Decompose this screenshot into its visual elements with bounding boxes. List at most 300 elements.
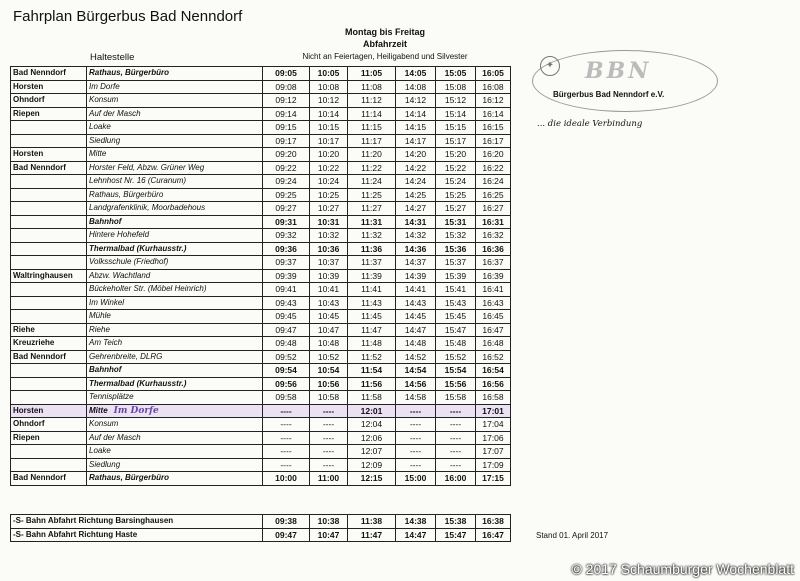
stop-cell	[87, 458, 263, 472]
time-cell: 09:56	[263, 377, 310, 391]
time-cell: 09:08	[263, 80, 310, 94]
table-row	[11, 80, 511, 94]
stop-name: Am Teich	[89, 338, 123, 348]
stop-name: Bahnhof	[89, 216, 122, 226]
time-cell: 16:24	[476, 175, 511, 189]
time-cell: 09:25	[263, 188, 310, 202]
time-cell: 10:25	[310, 188, 348, 202]
time-cell: 09:15	[263, 121, 310, 135]
place-cell: Bad Nenndorf	[11, 161, 87, 175]
time-cell: 11:52	[348, 350, 396, 364]
time-cell: 14:15	[396, 121, 436, 135]
stop-cell	[87, 350, 263, 364]
place-cell: Waltringhausen	[11, 269, 87, 283]
time-cell: 09:22	[263, 161, 310, 175]
time-cell: 11:15	[348, 121, 396, 135]
time-cell: 15:43	[436, 296, 476, 310]
stop-cell	[87, 391, 263, 405]
time-cell: 14:25	[396, 188, 436, 202]
place-cell	[11, 391, 87, 405]
stop-cell	[87, 337, 263, 351]
time-cell: 10:43	[310, 296, 348, 310]
time-cell: 11:47	[348, 528, 396, 542]
time-cell: ----	[436, 445, 476, 459]
stop-cell	[87, 242, 263, 256]
time-cell: 12:04	[348, 418, 396, 432]
stop-cell	[87, 377, 263, 391]
place-cell	[11, 256, 87, 270]
stop-name: Rathaus, Bürgerbüro	[89, 189, 164, 199]
time-cell: 15:00	[396, 472, 436, 486]
time-cell: 17:15	[476, 472, 511, 486]
time-cell: 10:54	[310, 364, 348, 378]
time-cell: 15:56	[436, 377, 476, 391]
stop-cell	[87, 445, 263, 459]
time-cell: 14:56	[396, 377, 436, 391]
table-row	[11, 323, 511, 337]
time-cell: 15:47	[436, 323, 476, 337]
table-row	[11, 377, 511, 391]
sbahn-row	[11, 515, 511, 529]
stop-cell	[87, 121, 263, 135]
time-cell: 15:25	[436, 188, 476, 202]
time-cell: 16:56	[476, 377, 511, 391]
table-row	[11, 229, 511, 243]
stop-cell	[87, 323, 263, 337]
stop-name: Horster Feld, Abzw. Grüner Weg	[89, 162, 205, 172]
table-row	[11, 94, 511, 108]
table-row	[11, 391, 511, 405]
place-cell: Bad Nenndorf	[11, 472, 87, 486]
time-cell: 15:32	[436, 229, 476, 243]
place-cell: Riepen	[11, 431, 87, 445]
time-cell: 14:05	[396, 67, 436, 81]
stop-name: Hintere Hohefeld	[89, 230, 150, 240]
time-cell: 11:31	[348, 215, 396, 229]
time-cell: 10:47	[310, 323, 348, 337]
time-cell: 10:24	[310, 175, 348, 189]
stop-cell	[87, 175, 263, 189]
stop-name: Auf der Masch	[89, 108, 141, 118]
time-cell: 14:41	[396, 283, 436, 297]
time-cell: 16:52	[476, 350, 511, 364]
time-cell: 11:48	[348, 337, 396, 351]
stop-cell	[87, 107, 263, 121]
time-cell: 15:54	[436, 364, 476, 378]
days-heading: Montag bis Freitag	[344, 27, 425, 37]
time-cell: 15:38	[436, 515, 476, 529]
stop-name: Gehrenbreite, DLRG	[89, 351, 163, 361]
stop-cell	[87, 404, 263, 418]
stop-cell	[87, 364, 263, 378]
sbahn-table	[10, 514, 511, 542]
time-cell: 10:14	[310, 107, 348, 121]
time-cell: 11:32	[348, 229, 396, 243]
time-cell: 14:12	[396, 94, 436, 108]
time-cell: 16:31	[476, 215, 511, 229]
time-cell: 17:06	[476, 431, 511, 445]
time-cell: 10:32	[310, 229, 348, 243]
time-cell: 09:36	[263, 242, 310, 256]
logo-association-name: Bürgerbus Bad Nenndorf e.V.	[553, 90, 665, 99]
time-cell: 10:37	[310, 256, 348, 270]
time-cell: 15:05	[436, 67, 476, 81]
time-cell: 12:09	[348, 458, 396, 472]
time-cell: 11:20	[348, 148, 396, 162]
time-cell: 14:31	[396, 215, 436, 229]
place-cell	[11, 134, 87, 148]
time-cell: 14:08	[396, 80, 436, 94]
time-cell: 10:27	[310, 202, 348, 216]
place-cell: Ohndorf	[11, 94, 87, 108]
stop-cell	[87, 161, 263, 175]
stop-name: Abzw. Wachtland	[89, 270, 151, 280]
time-cell: 11:39	[348, 269, 396, 283]
time-cell: 15:22	[436, 161, 476, 175]
time-cell: 17:01	[476, 404, 511, 418]
time-cell: 16:47	[476, 323, 511, 337]
time-cell: 17:09	[476, 458, 511, 472]
stop-name: Bahnhof	[89, 365, 122, 375]
time-cell: ----	[436, 404, 476, 418]
place-cell: Riehe	[11, 323, 87, 337]
stop-name: Tennisplätze	[89, 392, 134, 402]
time-cell: 17:04	[476, 418, 511, 432]
time-cell: 11:36	[348, 242, 396, 256]
time-cell: 14:43	[396, 296, 436, 310]
time-cell: 16:37	[476, 256, 511, 270]
stop-cell	[87, 94, 263, 108]
stand-date: Stand 01. April 2017	[536, 531, 609, 540]
departure-heading: Abfahrzeit	[362, 39, 407, 49]
time-cell: 09:41	[263, 283, 310, 297]
time-cell: 14:20	[396, 148, 436, 162]
time-cell: 10:41	[310, 283, 348, 297]
table-row	[11, 215, 511, 229]
time-cell: 09:38	[263, 515, 310, 529]
time-cell: 10:22	[310, 161, 348, 175]
time-cell: 09:27	[263, 202, 310, 216]
handwritten-note: Im Dorfe	[113, 405, 159, 416]
time-cell: 12:01	[348, 404, 396, 418]
time-cell: 16:27	[476, 202, 511, 216]
time-cell: 16:43	[476, 296, 511, 310]
time-cell: 10:08	[310, 80, 348, 94]
stop-name: Rathaus, Bürgerbüro	[89, 68, 170, 78]
time-cell: 14:48	[396, 337, 436, 351]
time-cell: 14:38	[396, 515, 436, 529]
table-row	[11, 296, 511, 310]
logo-text: BBN	[585, 58, 652, 84]
time-cell: 10:31	[310, 215, 348, 229]
place-cell	[11, 310, 87, 324]
time-cell: 16:22	[476, 161, 511, 175]
time-cell: 11:24	[348, 175, 396, 189]
time-cell: 14:58	[396, 391, 436, 405]
time-cell: 10:12	[310, 94, 348, 108]
time-cell: 15:12	[436, 94, 476, 108]
place-cell	[11, 188, 87, 202]
time-cell: 17:07	[476, 445, 511, 459]
table-row	[11, 445, 511, 459]
table-row	[11, 404, 511, 418]
time-cell: 14:52	[396, 350, 436, 364]
time-cell: ----	[310, 404, 348, 418]
time-cell: ----	[263, 458, 310, 472]
time-cell: 14:54	[396, 364, 436, 378]
time-cell: 10:20	[310, 148, 348, 162]
time-cell: 11:25	[348, 188, 396, 202]
time-cell: 12:07	[348, 445, 396, 459]
time-cell: 16:00	[436, 472, 476, 486]
table-row	[11, 337, 511, 351]
table-row	[11, 121, 511, 135]
table-row	[11, 107, 511, 121]
time-cell: 11:47	[348, 323, 396, 337]
stop-cell	[87, 67, 263, 81]
time-cell: 16:15	[476, 121, 511, 135]
table-row	[11, 458, 511, 472]
slogan: ... die ideale Verbindung	[537, 119, 643, 129]
stop-column-heading: Haltestelle	[90, 52, 135, 63]
time-cell: 10:39	[310, 269, 348, 283]
table-row	[11, 202, 511, 216]
time-cell: 10:15	[310, 121, 348, 135]
time-cell: 09:54	[263, 364, 310, 378]
stop-name: Konsum	[89, 419, 119, 429]
time-cell: 09:58	[263, 391, 310, 405]
time-cell: ----	[436, 458, 476, 472]
time-cell: 15:45	[436, 310, 476, 324]
time-cell: 15:39	[436, 269, 476, 283]
time-cell: 14:27	[396, 202, 436, 216]
page-title: Fahrplan Bürgerbus Bad Nenndorf	[13, 8, 243, 25]
time-cell: 10:38	[310, 515, 348, 529]
time-cell: 11:56	[348, 377, 396, 391]
time-cell: 16:14	[476, 107, 511, 121]
time-cell: 09:32	[263, 229, 310, 243]
stop-name: Im Dorfe	[89, 81, 120, 91]
time-cell: 09:47	[263, 528, 310, 542]
stop-cell	[87, 310, 263, 324]
sbahn-label-cell: -S- Bahn Abfahrt Richtung Barsinghausen	[11, 515, 263, 529]
time-cell: 11:08	[348, 80, 396, 94]
timetable	[10, 66, 511, 486]
time-cell: 16:12	[476, 94, 511, 108]
stop-name: Siedlung	[89, 459, 121, 469]
time-cell: 15:41	[436, 283, 476, 297]
stop-cell	[87, 472, 263, 486]
time-cell: 15:52	[436, 350, 476, 364]
time-cell: 14:47	[396, 323, 436, 337]
time-cell: 15:31	[436, 215, 476, 229]
time-cell: 16:36	[476, 242, 511, 256]
time-cell: 16:08	[476, 80, 511, 94]
time-cell: 09:37	[263, 256, 310, 270]
time-cell: ----	[396, 445, 436, 459]
time-cell: 15:47	[436, 528, 476, 542]
table-row	[11, 188, 511, 202]
stop-cell	[87, 229, 263, 243]
stop-name: Landgrafenklinik, Moorbadehous	[89, 203, 206, 213]
time-cell: ----	[436, 418, 476, 432]
stop-cell	[87, 188, 263, 202]
stop-name: Loake	[89, 446, 111, 456]
place-cell: Bad Nenndorf	[11, 350, 87, 364]
stop-name: Rathaus, Bürgerbüro	[89, 473, 170, 483]
time-cell: 14:14	[396, 107, 436, 121]
stop-name: Mühle	[89, 311, 111, 321]
time-cell: 15:58	[436, 391, 476, 405]
time-cell: ----	[310, 418, 348, 432]
place-cell: Riepen	[11, 107, 87, 121]
time-cell: ----	[396, 458, 436, 472]
time-cell: 15:27	[436, 202, 476, 216]
time-cell: 11:27	[348, 202, 396, 216]
place-cell: Horsten	[11, 148, 87, 162]
time-cell: 16:58	[476, 391, 511, 405]
stop-cell	[87, 431, 263, 445]
time-cell: 09:20	[263, 148, 310, 162]
time-cell: 11:43	[348, 296, 396, 310]
time-cell: ----	[436, 431, 476, 445]
stop-cell	[87, 202, 263, 216]
time-cell: 09:48	[263, 337, 310, 351]
time-cell: 11:14	[348, 107, 396, 121]
time-cell: 11:00	[310, 472, 348, 486]
stop-cell	[87, 296, 263, 310]
time-cell: 16:38	[476, 515, 511, 529]
table-row	[11, 175, 511, 189]
stop-name: Riehe	[89, 324, 110, 334]
time-cell: 15:15	[436, 121, 476, 135]
stop-cell	[87, 134, 263, 148]
stop-name: Mitte	[89, 149, 107, 159]
stop-name: Thermalbad (Kurhausstr.)	[89, 378, 187, 388]
time-cell: 10:45	[310, 310, 348, 324]
time-cell: 11:45	[348, 310, 396, 324]
table-row	[11, 134, 511, 148]
time-cell: 16:17	[476, 134, 511, 148]
table-row	[11, 350, 511, 364]
time-cell: 09:43	[263, 296, 310, 310]
place-cell: Bad Nenndorf	[11, 67, 87, 81]
stop-cell	[87, 80, 263, 94]
time-cell: 14:24	[396, 175, 436, 189]
table-row	[11, 418, 511, 432]
time-cell: 15:48	[436, 337, 476, 351]
place-cell	[11, 364, 87, 378]
sbahn-row	[11, 528, 511, 542]
time-cell: 16:20	[476, 148, 511, 162]
stop-name: Lehnhost Nr. 16 (Curanum)	[89, 176, 187, 186]
stop-name: Bückeholter Str. (Möbel Heinrich)	[89, 284, 207, 294]
time-cell: 11:41	[348, 283, 396, 297]
table-row	[11, 283, 511, 297]
time-cell: 14:37	[396, 256, 436, 270]
stop-name: Thermalbad (Kurhausstr.)	[89, 243, 187, 253]
stop-name: Konsum	[89, 95, 119, 105]
time-cell: 11:38	[348, 515, 396, 529]
stop-cell	[87, 269, 263, 283]
time-cell: 09:24	[263, 175, 310, 189]
time-cell: ----	[396, 431, 436, 445]
time-cell: 15:14	[436, 107, 476, 121]
holiday-note: Nicht an Feiertagen, Heiligabend und Silvester	[302, 52, 468, 61]
place-cell: Kreuzriehe	[11, 337, 87, 351]
time-cell: 16:05	[476, 67, 511, 81]
time-cell: 10:52	[310, 350, 348, 364]
stop-name: Siedlung	[89, 135, 121, 145]
time-cell: 11:37	[348, 256, 396, 270]
logo-emblem-icon: ✦	[540, 56, 560, 76]
time-cell: 11:12	[348, 94, 396, 108]
time-cell: 16:48	[476, 337, 511, 351]
place-cell	[11, 445, 87, 459]
time-cell: ----	[263, 404, 310, 418]
stop-name: Mitte	[89, 405, 108, 415]
place-cell	[11, 377, 87, 391]
sbahn-label-cell: -S- Bahn Abfahrt Richtung Haste	[11, 528, 263, 542]
time-cell: 10:00	[263, 472, 310, 486]
time-cell: 15:08	[436, 80, 476, 94]
table-row	[11, 148, 511, 162]
time-cell: 10:56	[310, 377, 348, 391]
time-cell: 15:20	[436, 148, 476, 162]
time-cell: 09:39	[263, 269, 310, 283]
table-row	[11, 256, 511, 270]
time-cell: 09:47	[263, 323, 310, 337]
time-cell: ----	[263, 431, 310, 445]
time-cell: ----	[263, 418, 310, 432]
stop-name: Loake	[89, 122, 111, 132]
time-cell: ----	[396, 404, 436, 418]
place-cell	[11, 121, 87, 135]
time-cell: 10:47	[310, 528, 348, 542]
time-cell: 16:47	[476, 528, 511, 542]
place-cell: Ohndorf	[11, 418, 87, 432]
time-cell: 10:05	[310, 67, 348, 81]
time-cell: 09:45	[263, 310, 310, 324]
time-cell: 11:17	[348, 134, 396, 148]
stop-cell	[87, 418, 263, 432]
place-cell	[11, 175, 87, 189]
table-row	[11, 472, 511, 486]
table-row	[11, 431, 511, 445]
time-cell: 16:32	[476, 229, 511, 243]
time-cell: ----	[310, 431, 348, 445]
time-cell: 16:45	[476, 310, 511, 324]
time-cell: ----	[310, 445, 348, 459]
time-cell: 16:25	[476, 188, 511, 202]
stop-name: Auf der Masch	[89, 432, 141, 442]
time-cell: 16:54	[476, 364, 511, 378]
time-cell: 09:31	[263, 215, 310, 229]
place-cell	[11, 215, 87, 229]
table-row	[11, 364, 511, 378]
place-cell: Horsten	[11, 80, 87, 94]
table-row	[11, 242, 511, 256]
time-cell: 10:17	[310, 134, 348, 148]
place-cell	[11, 283, 87, 297]
place-cell	[11, 242, 87, 256]
time-cell: 14:45	[396, 310, 436, 324]
time-cell: 12:15	[348, 472, 396, 486]
stop-cell	[87, 256, 263, 270]
time-cell: 15:37	[436, 256, 476, 270]
stop-cell	[87, 283, 263, 297]
place-cell	[11, 229, 87, 243]
